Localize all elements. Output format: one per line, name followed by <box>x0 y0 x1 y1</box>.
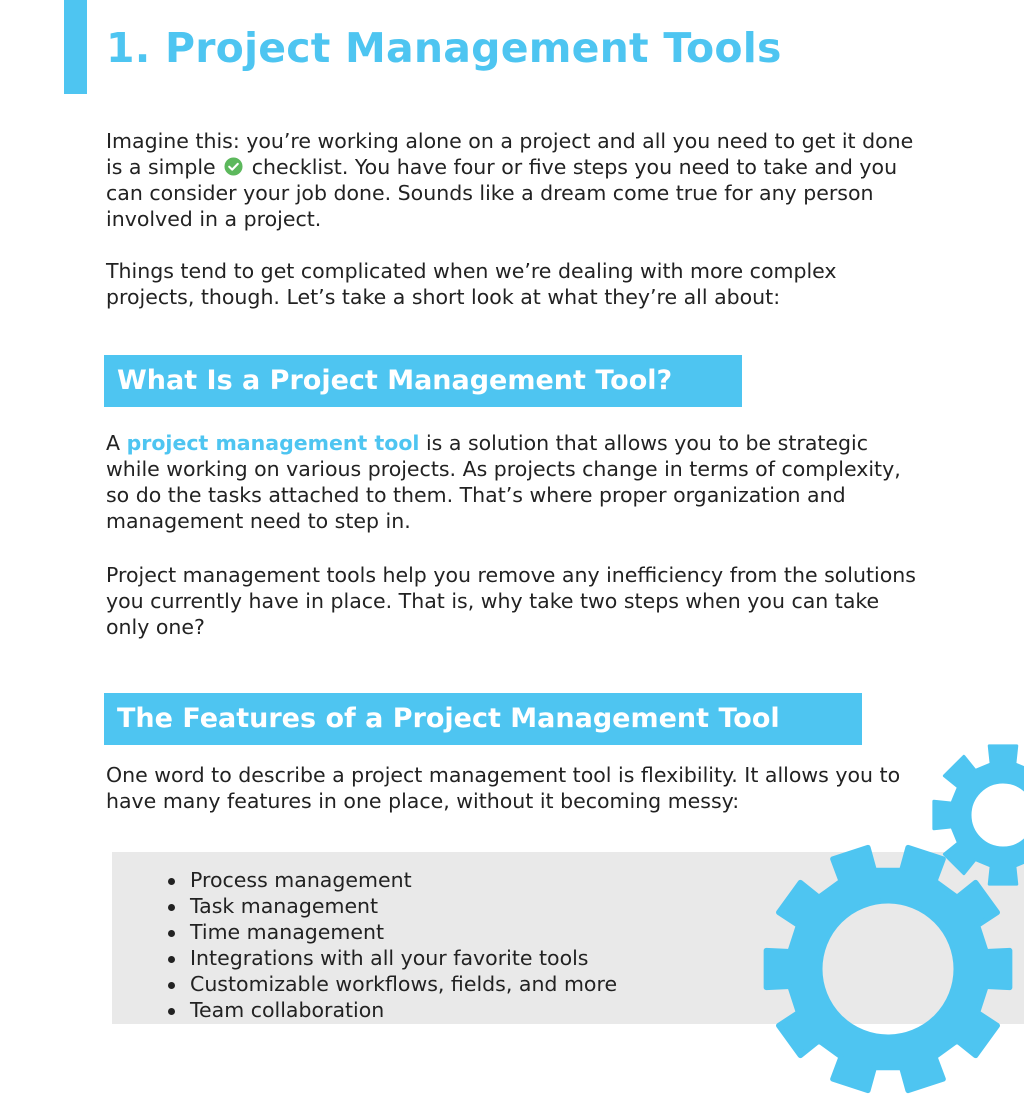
title-accent-bar <box>64 0 87 94</box>
project-management-tool-link[interactable]: project management tool <box>126 431 420 455</box>
list-item: Team collaboration <box>162 997 617 1023</box>
definition-prefix: A <box>106 431 121 455</box>
intro-text-start: Imagine this: you’re working alone on a project and all you need to get it done is a simple <box>106 129 914 179</box>
page-title: 1. Project Management Tools <box>106 24 782 72</box>
definition-text: is a solution that allows you to be strategic while working on various projects. As projects change in terms of complexity, so do the tasks attached to them. That’s where proper organization and management need to step in. <box>106 431 901 533</box>
section-heading-features: The Features of a Project Management Tool <box>104 693 862 745</box>
list-item: Customizable workflows, fields, and more <box>162 971 617 997</box>
list-item: Process management <box>162 867 617 893</box>
list-item: Task management <box>162 893 617 919</box>
list-item: Integrations with all your favorite tools <box>162 945 617 971</box>
features-list <box>162 867 617 1023</box>
list-item: Time management <box>162 919 617 945</box>
features-intro-paragraph: One word to describe a project management tool is flexibility. It allows you to have many features in one place, without it becoming messy: <box>106 763 901 813</box>
intro-text-end: checklist. You have four or five steps you need to take and you can consider your job done. Sounds like a dream come true for any person involved in a project. <box>106 155 898 231</box>
gear-shape <box>766 847 1009 1090</box>
definition-paragraph <box>106 430 926 534</box>
check-circle-icon <box>224 157 243 176</box>
section-heading-what-is: What Is a Project Management Tool? <box>104 355 742 407</box>
efficiency-paragraph: Project management tools help you remove any inefficiency from the solutions you currently have in place. That is, why take two steps when you can take only one? <box>106 563 916 639</box>
intro-paragraph-1 <box>106 128 926 232</box>
large-gear-icon <box>757 838 1019 1100</box>
intro-paragraph-2: Things tend to get complicated when we’re dealing with more complex projects, though. Let’s take a short look at what they’re all about: <box>106 259 837 309</box>
